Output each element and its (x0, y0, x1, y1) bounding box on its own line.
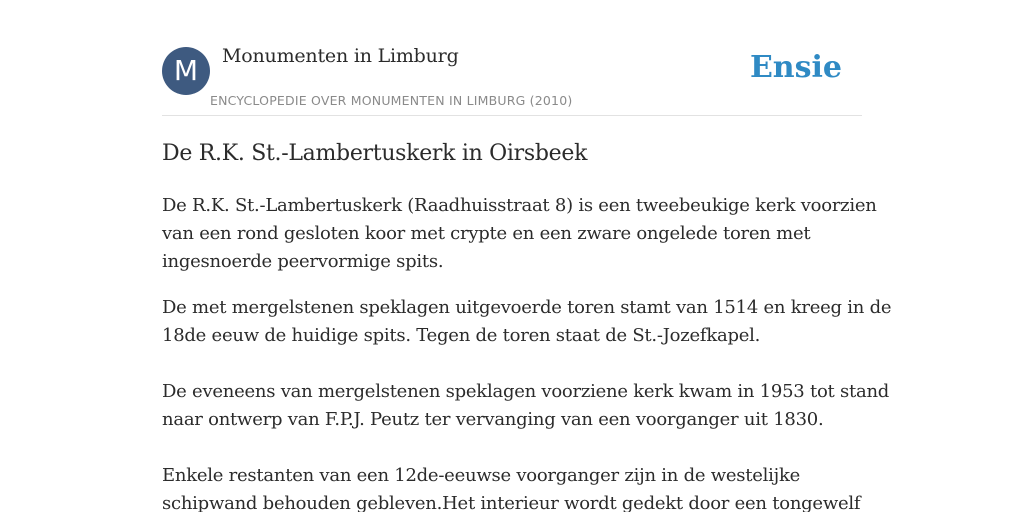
paragraph-line: naar ontwerp van F.P.J. Peutz ter vervanging van een voorganger uit 1830. (162, 409, 824, 430)
article-paragraph-1 (162, 192, 877, 276)
source-avatar[interactable]: M (162, 47, 210, 95)
paragraph-line: De eveneens van mergelstenen speklagen voorziene kerk kwam in 1953 tot stand (162, 381, 890, 402)
paragraph-line: De R.K. St.-Lambertuskerk (Raadhuisstraat 8) is een tweebeukige kerk voorzien (162, 195, 877, 216)
paragraph-line: 18de eeuw de huidige spits. Tegen de toren staat de St.-Jozefkapel. (162, 325, 761, 346)
article-paragraph-2 (162, 294, 892, 512)
ensie-logo-link[interactable]: Ensie (749, 50, 842, 85)
article-title: De R.K. St.-Lambertuskerk in Oirsbeek (162, 141, 588, 166)
paragraph-break (162, 434, 862, 462)
paragraph-line: ingesnoerde peervormige spits. (162, 251, 444, 272)
paragraph-line: Enkele restanten van een 12de-eeuwse voorganger zijn in de westelijke (162, 465, 801, 486)
paragraph-line: van een rond gesloten koor met crypte en een zware ongelede toren met (162, 223, 811, 244)
source-subtitle: ENCYCLOPEDIE OVER MONUMENTEN IN LIMBURG (2010) (210, 93, 573, 108)
source-header (162, 0, 862, 116)
article (162, 138, 892, 512)
paragraph-line: schipwand behouden gebleven.Het interieur wordt gedekt door een tongewelf (162, 493, 861, 512)
source-title-link[interactable]: Monumenten in Limburg (222, 45, 459, 67)
paragraph-break (162, 350, 862, 378)
paragraph-line: De met mergelstenen speklagen uitgevoerde toren stamt van 1514 en kreeg in de (162, 297, 892, 318)
